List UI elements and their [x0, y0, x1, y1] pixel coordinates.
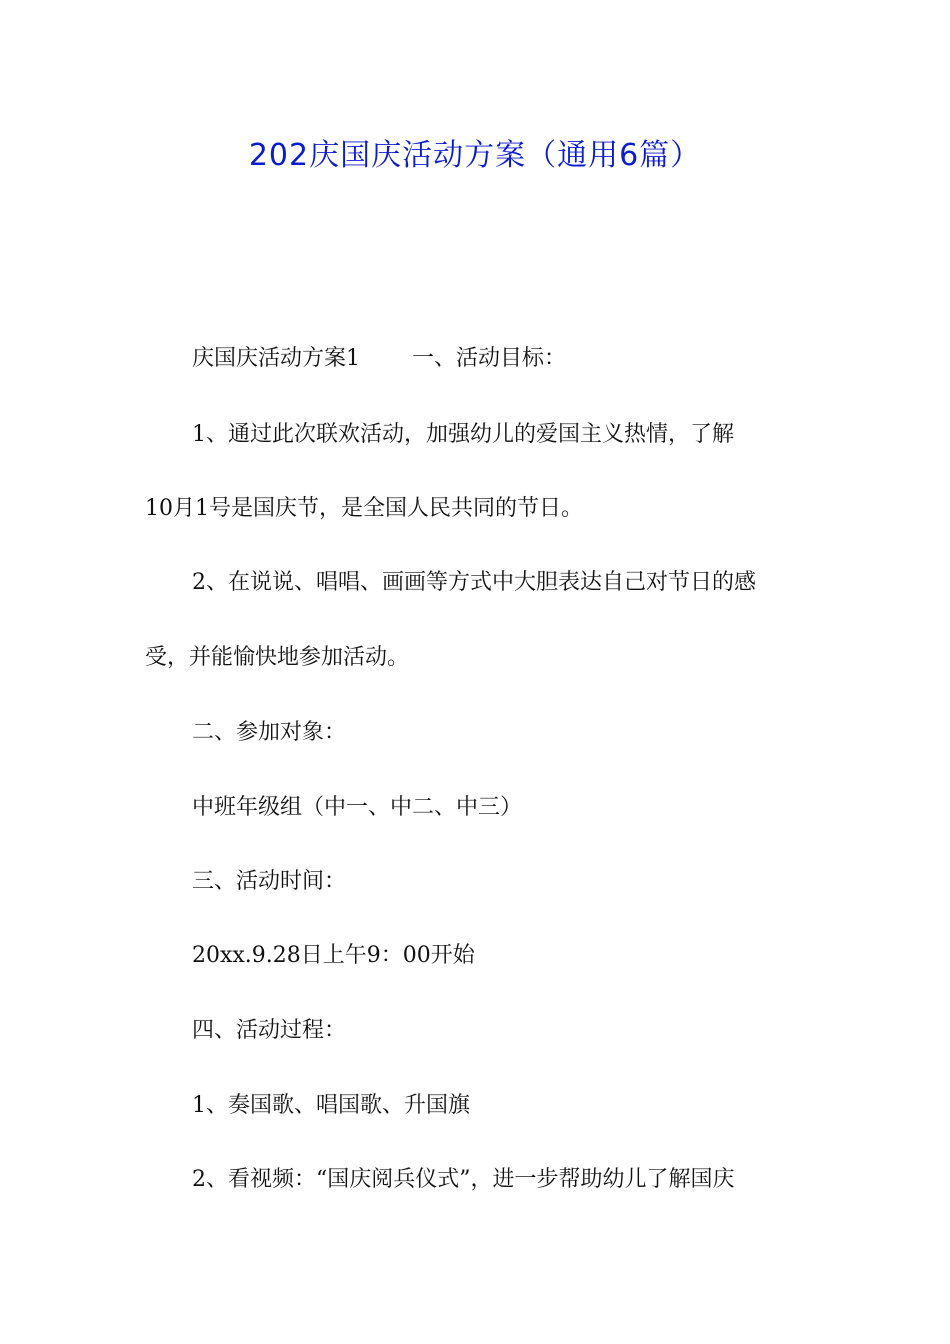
paragraph-line: 1、奏国歌、唱国歌、升国旗 [192, 1093, 470, 1118]
paragraph-line: 受，并能愉快地参加活动。 [145, 645, 410, 670]
paragraph-line: 中班年级组（中一、中二、中三） [192, 795, 523, 820]
plan-heading: 庆国庆活动方案1 [192, 346, 360, 371]
section-heading-participants: 二、参加对象： [192, 720, 347, 745]
first-line [192, 344, 566, 374]
paragraph-line: 20xx.9.28日上午9：00开始 [192, 943, 475, 968]
section-heading-time: 三、活动时间： [192, 869, 347, 894]
section-heading-goals: 一、活动目标： [412, 346, 567, 371]
section-heading-process: 四、活动过程： [192, 1018, 347, 1043]
paragraph-line: 2、在说说、唱唱、画画等方式中大胆表达自己对节日的感 [192, 570, 756, 595]
paragraph-line: 1、通过此次联欢活动，加强幼儿的爱国主义热情，了解 [192, 422, 734, 447]
paragraph-line: 2、看视频：“国庆阅兵仪式”，进一步帮助幼儿了解国庆 [192, 1167, 735, 1192]
paragraph-line: 10月1号是国庆节，是全国人民共同的节日。 [145, 496, 583, 521]
document-title: 202庆国庆活动方案（通用6篇） [248, 138, 702, 173]
